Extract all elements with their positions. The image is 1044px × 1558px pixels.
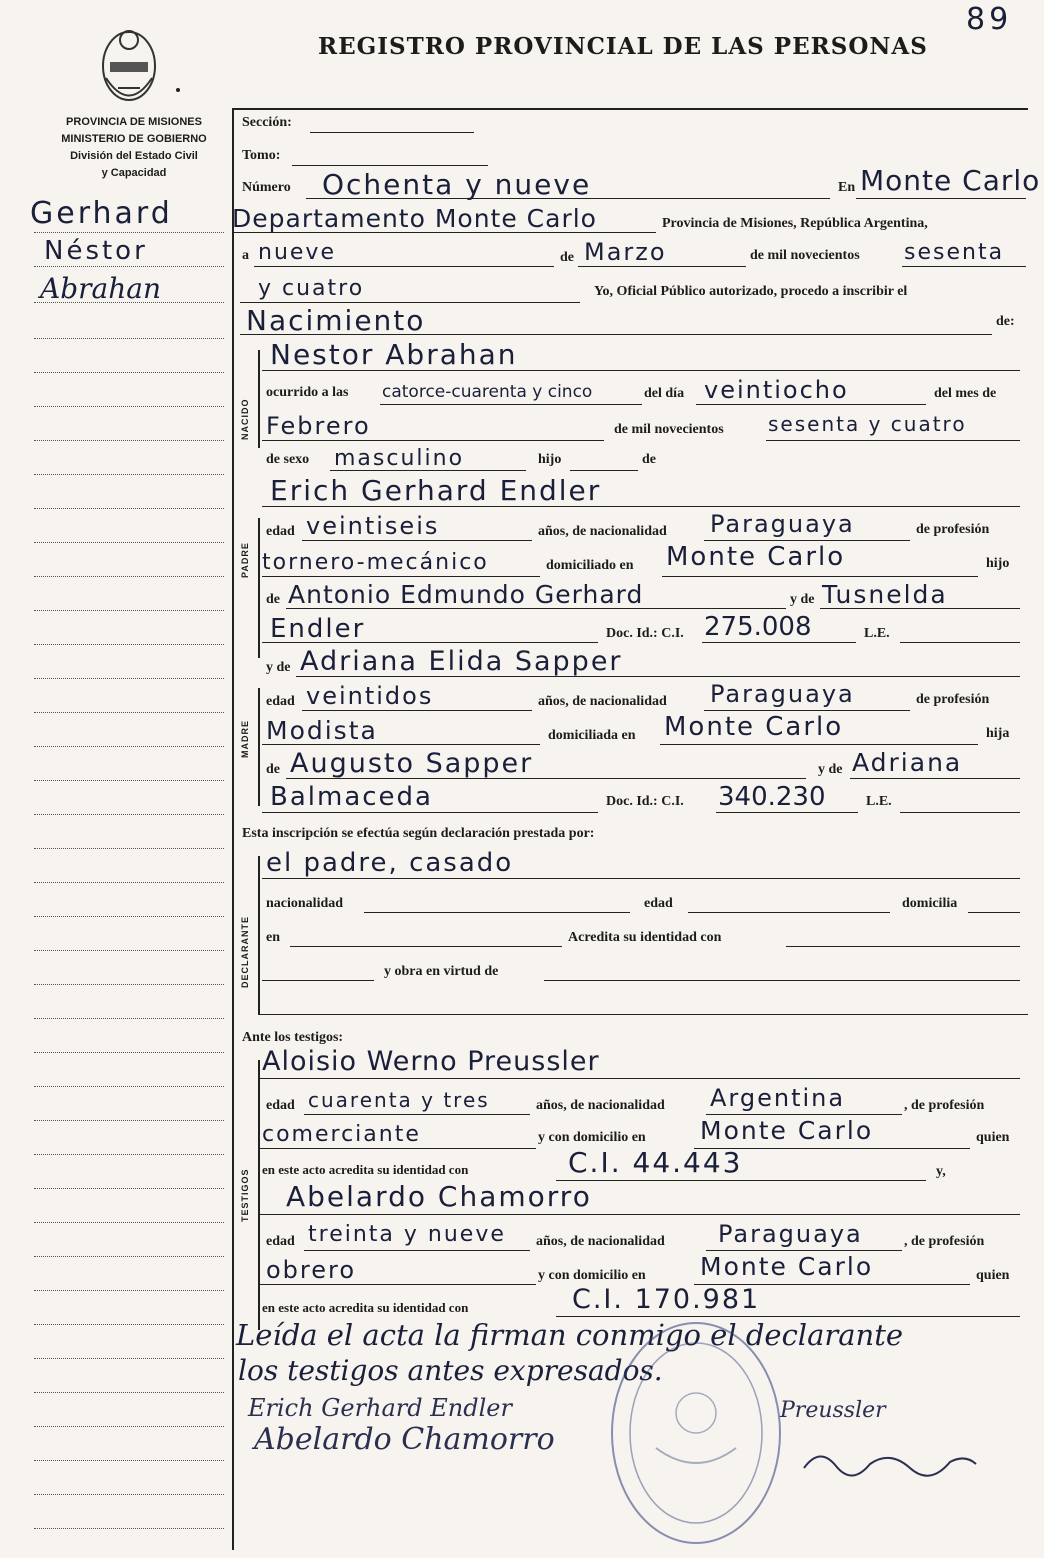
testigo-2-profesion-value: obrero — [266, 1256, 357, 1284]
month-value: Marzo — [584, 238, 667, 266]
sidebar-ruled-line — [34, 780, 224, 781]
sidebar-ruled-line — [34, 1154, 224, 1155]
sidebar-ruled-line — [34, 1052, 224, 1053]
sidebar-ruled-line — [34, 1494, 224, 1495]
madre-anos-label: años, de nacionalidad — [538, 694, 667, 709]
padre-nac-value: Paraguaya — [710, 510, 855, 538]
padre-anos-label: años, de nacionalidad — [538, 524, 667, 539]
testigo-2-quien: quien — [976, 1268, 1010, 1283]
seccion-label: Sección: — [242, 115, 292, 130]
sidebar-ruled-line — [34, 406, 224, 407]
nacido-year-value: sesenta y cuatro — [768, 412, 967, 436]
signature-1: Erich Gerhard Endler — [248, 1394, 512, 1422]
testigo-1-domicilio-value: Monte Carlo — [700, 1116, 874, 1145]
testigo-2-profesion-label: , de profesión — [904, 1234, 985, 1249]
dia-value: veintiocho — [704, 376, 849, 404]
del-dia-label: del día — [644, 386, 685, 401]
testigo-1-edad-label: edad — [266, 1098, 295, 1113]
madre-profesion-value: Modista — [266, 716, 378, 745]
padre-profesion-value: tornero-mecánico — [262, 550, 489, 575]
madre-doc-label: Doc. Id.: C.I. — [606, 794, 684, 809]
testigo-1-nac-value: Argentina — [710, 1084, 846, 1112]
sidebar-ruled-line — [34, 712, 224, 713]
sidebar-name-1: Gerhard — [30, 196, 173, 231]
testigo-1-anos-label: años, de nacionalidad — [536, 1098, 665, 1113]
padre-domiciliado-label: domiciliado en — [546, 558, 634, 573]
time-value: catorce-cuarenta y cinco — [382, 382, 593, 402]
sidebar-ruled-line — [34, 542, 224, 543]
sexo-label: de sexo — [266, 452, 310, 467]
testigo-1-acredita-label: en este acto acredita su identidad con — [262, 1162, 469, 1177]
numero-value: Ochenta y nueve — [322, 168, 592, 201]
declarante-nacionalidad-label: nacionalidad — [266, 896, 344, 911]
nacido-year-label: de mil novecientos — [614, 422, 724, 437]
testigo-2-acredita-label: en este acto acredita su identidad con — [262, 1300, 469, 1315]
division-line-2: y Capacidad — [101, 167, 167, 179]
sidebar-ruled-line — [34, 1256, 224, 1257]
declarante-en-label: en — [266, 930, 280, 945]
padre-mother-value-2: Endler — [270, 614, 366, 644]
madre-y-de-label-2: y de — [818, 762, 843, 777]
padre-hijo-label: hijo — [986, 556, 1010, 571]
official-signature-icon — [800, 1440, 980, 1480]
de-label: de — [560, 250, 574, 265]
testigo-1-domicilio-label: y con domicilio en — [538, 1130, 646, 1145]
testigo-1-profesion-value: comerciante — [262, 1122, 421, 1147]
year-value-2: y cuatro — [258, 276, 365, 301]
testigo-2-doc-value: C.I. 170.981 — [572, 1284, 761, 1315]
padre-name: Erich Gerhard Endler — [270, 474, 602, 507]
signature-2: Abelardo Chamorro — [254, 1422, 555, 1457]
declarante-intro: Esta inscripción se efectúa según declaración prestada por: — [242, 826, 595, 841]
signature-3: Preussler — [780, 1398, 886, 1423]
sidebar-ruled-line — [34, 610, 224, 611]
sidebar-ruled-line — [34, 746, 224, 747]
sidebar-ruled-line — [34, 1018, 224, 1019]
numero-label: Número — [242, 180, 291, 195]
padre-father-value: Antonio Edmundo Gerhard — [288, 580, 644, 609]
padre-edad-label: edad — [266, 524, 295, 539]
madre-edad-label: edad — [266, 694, 295, 709]
testigo-2-anos-label: años, de nacionalidad — [536, 1234, 665, 1249]
sidebar-ruled-line — [34, 984, 224, 985]
padre-de-label: de — [266, 592, 280, 607]
sidebar-ruled-line — [34, 372, 224, 373]
sidebar-ruled-line — [34, 266, 224, 267]
ministry-name: MINISTERIO DE GOBIERNO — [61, 133, 207, 145]
sidebar-ruled-line — [34, 302, 224, 303]
testigo-2-name: Abelardo Chamorro — [286, 1180, 592, 1213]
division-line-1: División del Estado Civil — [70, 150, 198, 162]
sexo-value: masculino — [334, 446, 465, 471]
testigo-1-doc-value: C.I. 44.443 — [568, 1146, 743, 1179]
sidebar-ruled-line — [34, 1528, 224, 1529]
testigo-2-nac-value: Paraguaya — [718, 1220, 863, 1248]
officer-text: Yo, Oficial Público autorizado, procedo a inscribir el — [594, 284, 908, 299]
testigo-2-domicilio-value: Monte Carlo — [700, 1252, 874, 1281]
sidebar-name-3: Abrahan — [40, 272, 161, 305]
official-stamp-icon — [606, 1318, 786, 1548]
page-title: REGISTRO PROVINCIAL DE LAS PERSONAS — [318, 33, 928, 60]
madre-mother-value-2: Balmaceda — [270, 782, 433, 812]
madre-doc-value: 340.230 — [718, 782, 826, 812]
sidebar-name-2: Néstor — [44, 236, 148, 266]
label-testigos: TESTIGOS — [240, 1168, 250, 1222]
closing-line-1: Leída el acta la firman conmigo el declarante — [236, 1318, 904, 1352]
madre-mother-value: Adriana — [852, 748, 963, 777]
padre-mother-value: Tusnelda — [822, 580, 948, 609]
madre-name: Adriana Elida Sapper — [300, 646, 623, 677]
sidebar-header — [28, 114, 240, 182]
nacido-name: Nestor Abrahan — [270, 338, 518, 371]
sidebar-ruled-line — [34, 1086, 224, 1087]
sidebar-ruled-line — [34, 1324, 224, 1325]
declarante-obra-label: y obra en virtud de — [384, 964, 499, 979]
sidebar-ruled-line — [34, 1426, 224, 1427]
a-label: a — [242, 248, 249, 263]
en-label: En — [838, 180, 856, 195]
hijo-label: hijo — [538, 452, 562, 467]
sidebar-ruled-line — [34, 232, 224, 233]
sidebar-ruled-line — [34, 440, 224, 441]
en-value: Monte Carlo — [860, 164, 1041, 197]
sidebar-ruled-line — [34, 1460, 224, 1461]
padre-profesion-label: de profesión — [916, 522, 990, 537]
sidebar-ruled-line — [34, 848, 224, 849]
padre-doc-label: Doc. Id.: C.I. — [606, 626, 684, 641]
sidebar-ruled-line — [34, 1358, 224, 1359]
departamento-value: Departamento Monte Carlo — [232, 204, 597, 233]
provincia-text: Provincia de Misiones, República Argentina, — [662, 216, 928, 231]
padre-le-label: L.E. — [864, 626, 890, 641]
padre-domicilio-value: Monte Carlo — [666, 542, 846, 572]
declarante-edad-label: edad — [644, 896, 673, 911]
madre-le-label: L.E. — [866, 794, 892, 809]
madre-y-de-label: y de — [266, 660, 291, 675]
testigo-2-edad-value: treinta y nueve — [308, 1222, 506, 1247]
sidebar-ruled-line — [34, 1222, 224, 1223]
sidebar-ruled-line — [34, 576, 224, 577]
province-name: PROVINCIA DE MISIONES — [66, 116, 202, 128]
madre-de-label: de — [266, 762, 280, 777]
madre-edad-value: veintidos — [306, 682, 434, 710]
madre-hija-label: hija — [986, 726, 1010, 741]
sidebar-ruled-line — [34, 508, 224, 509]
day-value: nueve — [258, 240, 336, 265]
del-mes-label: del mes de — [934, 386, 997, 401]
testigo-1-name: Aloisio Werno Preussler — [262, 1046, 600, 1077]
sidebar-ruled-line — [34, 1120, 224, 1121]
label-declarante: DECLARANTE — [240, 916, 250, 988]
closing-line-2: los testigos antes expresados. — [238, 1354, 663, 1387]
sidebar-ruled-line — [34, 678, 224, 679]
testigo-1-quien: quien — [976, 1130, 1010, 1145]
coat-of-arms-icon — [98, 18, 160, 110]
sidebar-ruled-line — [34, 644, 224, 645]
madre-domiciliada-label: domiciliada en — [548, 728, 636, 743]
act-value: Nacimiento — [246, 304, 426, 337]
sidebar-ruled-line — [34, 882, 224, 883]
label-madre: MADRE — [240, 720, 250, 758]
padre-y-de-label: y de — [790, 592, 815, 607]
declarante-domicilia-label: domicilia — [902, 896, 958, 911]
year-label: de mil novecientos — [750, 248, 860, 263]
madre-nac-value: Paraguaya — [710, 680, 855, 708]
padre-doc-value: 275.008 — [704, 612, 812, 642]
testigos-intro: Ante los testigos: — [242, 1030, 344, 1045]
sidebar-ruled-line — [34, 916, 224, 917]
hijo-de-label: de — [642, 452, 656, 467]
sidebar-ruled-line — [34, 950, 224, 951]
sidebar-ruled-line — [34, 1290, 224, 1291]
madre-domicilio-value: Monte Carlo — [664, 712, 844, 742]
tomo-label: Tomo: — [242, 148, 281, 163]
testigo-1-edad-value: cuarenta y tres — [308, 1088, 490, 1112]
testigo-1-profesion-label: , de profesión — [904, 1098, 985, 1113]
label-padre: PADRE — [240, 542, 250, 578]
sidebar-ruled-line — [34, 814, 224, 815]
sidebar-ruled-line — [34, 1392, 224, 1393]
ocurrido-label: ocurrido a las — [266, 385, 349, 400]
year-value-1: sesenta — [904, 240, 1005, 265]
sidebar-ruled-line — [34, 474, 224, 475]
testigo-2-domicilio-label: y con domicilio en — [538, 1268, 646, 1283]
page-number: 89 — [966, 2, 1013, 37]
sidebar-ruled-line — [34, 1188, 224, 1189]
padre-edad-value: veintiseis — [306, 512, 440, 540]
de-colon-label: de: — [996, 314, 1015, 329]
madre-father-value: Augusto Sapper — [290, 748, 534, 779]
madre-profesion-label: de profesión — [916, 692, 990, 707]
declarante-acredita-label: Acredita su identidad con — [568, 930, 722, 945]
sidebar-ruled-line — [34, 338, 224, 339]
testigo-1-y: y, — [936, 1164, 946, 1179]
testigo-2-edad-label: edad — [266, 1234, 295, 1249]
mes-value: Febrero — [266, 412, 371, 440]
declarante-by-value: el padre, casado — [266, 848, 514, 878]
label-nacido: NACIDO — [240, 398, 250, 440]
